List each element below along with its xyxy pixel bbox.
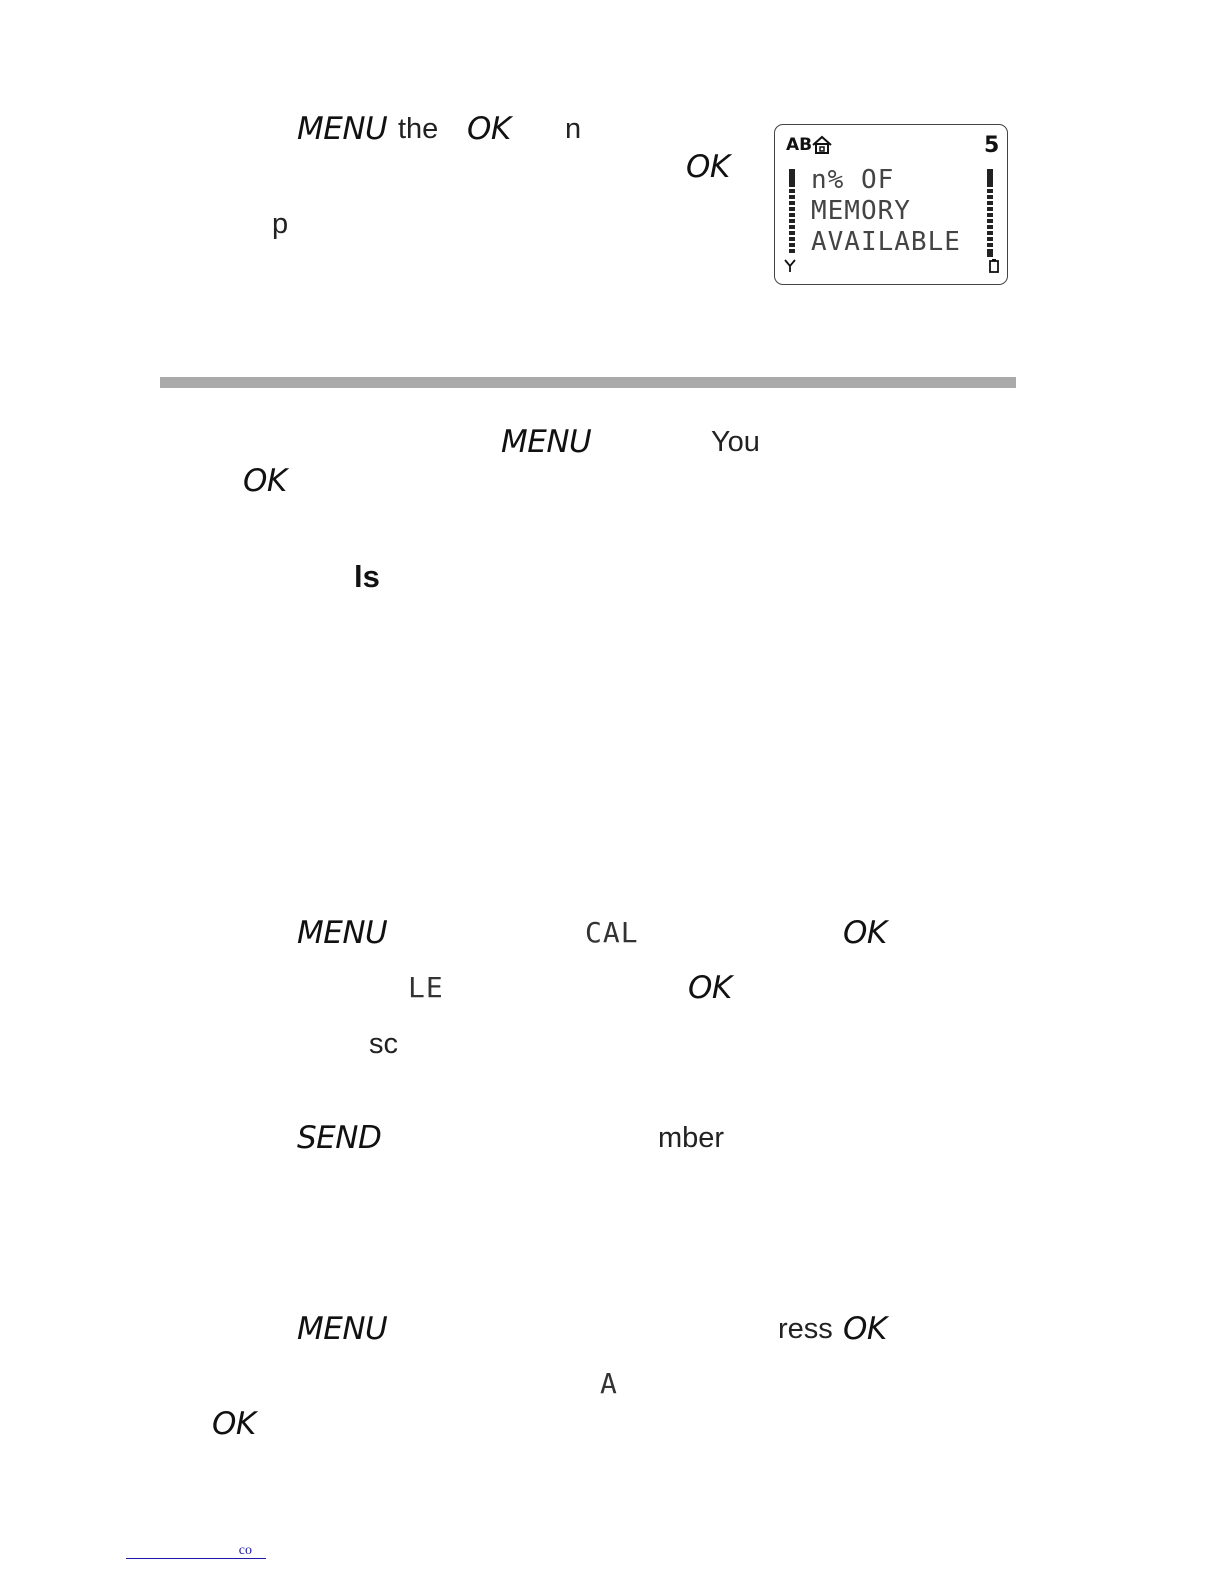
body-text: mber xyxy=(658,1122,725,1154)
body-text: ress xyxy=(778,1313,833,1345)
menu-key-label: MENU xyxy=(297,915,388,951)
menu-key-label: MENU xyxy=(501,424,592,460)
ok-key-label: OK xyxy=(686,149,730,185)
body-text: n xyxy=(565,113,582,145)
ok-key-label: OK xyxy=(212,1406,256,1442)
footer-link[interactable]: co xyxy=(126,1543,266,1559)
home-icon xyxy=(811,135,833,158)
ok-key-label: OK xyxy=(843,915,887,951)
menu-key-label: MENU xyxy=(297,111,388,147)
lcd-line-2: MEMORY xyxy=(811,196,911,226)
section-divider xyxy=(160,377,1016,388)
lcd-text: LE xyxy=(408,971,444,1004)
left-scroll-bar xyxy=(789,169,795,255)
lcd-header-right: 5 xyxy=(984,133,1000,158)
ok-key-label: OK xyxy=(243,463,287,499)
lcd-text: CAL xyxy=(585,916,639,949)
send-key-label: SEND xyxy=(297,1120,382,1156)
phone-lcd-display xyxy=(774,124,1008,285)
antenna-icon xyxy=(784,259,796,276)
body-text: sc xyxy=(369,1028,398,1060)
menu-key-label: MENU xyxy=(297,1311,388,1347)
lcd-text: A xyxy=(600,1367,618,1400)
section-heading: ls xyxy=(354,559,380,594)
lcd-line-1: n% OF xyxy=(811,165,895,195)
ok-key-label: OK xyxy=(843,1311,887,1347)
lcd-header-left: AB xyxy=(786,135,813,155)
ok-key-label: OK xyxy=(688,970,732,1006)
body-text: p xyxy=(272,208,289,240)
right-scroll-bar xyxy=(987,169,993,259)
ok-key-label: OK xyxy=(467,111,511,147)
lcd-line-3: AVAILABLE xyxy=(811,227,961,257)
body-text: the xyxy=(398,113,439,145)
battery-icon xyxy=(989,259,999,276)
body-text: You xyxy=(711,426,760,458)
